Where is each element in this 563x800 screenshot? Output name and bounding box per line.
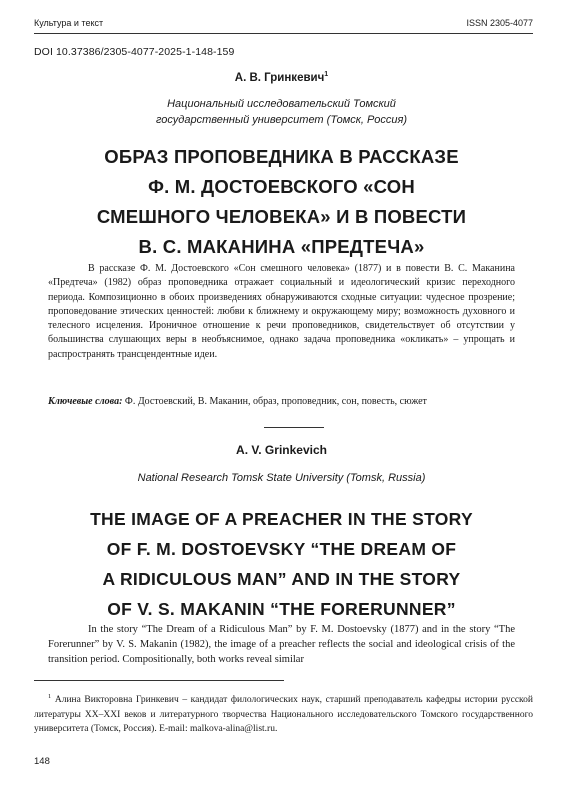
footnote — [34, 690, 533, 737]
author-ru-name: А. В. Гринкевич — [234, 71, 325, 84]
affiliation-ru-line: государственный университет (Томск, Россия) — [155, 114, 407, 126]
title-ru-line: Ф. М. ДОСТОЕВСКОГО «СОН — [148, 176, 415, 197]
affiliation-ru — [80, 96, 483, 128]
keywords-label: Ключевые слова: — [48, 396, 123, 407]
abstract-ru: В рассказе Ф. М. Достоевского «Сон смешного человека» (1877) и в повести В. С. Маканина «Предтеча» (1982) образ проповедника отражает социальный и идеологический кризис переходного периода. Композиционно в обоих произведениях обнаруживаются сходные ситуации: чудесное прозрение; проповедование этических ценностей: любви к ближнему и окружающему миру; возможность духовного и телесного исцеления. Ироничное отношение к речи проповедников, свидетельствует об отсутствии у большинства слушающих веры в необъяснимое, однако задача проповедника «окликать» – упрощать и распространять трансцендентные идеи. — [48, 263, 515, 360]
affiliation-ru-line: Национальный исследовательский Томский — [167, 98, 396, 110]
title-ru-line: В. С. МАКАНИНА «ПРЕДТЕЧА» — [138, 236, 425, 257]
title-en-line: THE IMAGE OF A PREACHER IN THE STORY — [90, 509, 473, 529]
author-ru — [0, 71, 563, 84]
footnote-divider — [34, 680, 284, 681]
doi: DOI 10.37386/2305-4077-2025-1-148-159 — [34, 46, 235, 58]
page-number: 148 — [34, 756, 50, 767]
abstract-en: In the story “The Dream of a Ridiculous Man” by F. M. Dostoevsky (1877) and in the story “The Forerunner” by V. S. Makanin (1982), the image of a preacher reflects the social and ideological crisis of the transition period. Compositionally, both works reveal similar — [48, 624, 515, 665]
header-divider — [34, 33, 533, 34]
author-footnote-marker: 1 — [324, 71, 329, 78]
title-en — [40, 504, 523, 624]
issn: ISSN 2305-4077 — [466, 18, 533, 28]
footnote-marker: 1 — [48, 693, 52, 700]
title-en-line: A RIDICULOUS MAN” AND IN THE STORY — [102, 569, 461, 589]
keywords-text: Ф. Достоевский, В. Маканин, образ, проповедник, сон, повесть, сюжет — [124, 396, 427, 407]
author-en: A. V. Grinkevich — [236, 443, 327, 457]
title-ru — [40, 142, 523, 262]
title-en-line: OF V. S. MAKANIN “THE FORERUNNER” — [107, 599, 456, 619]
title-ru-line: СМЕШНОГО ЧЕЛОВЕКА» И В ПОВЕСТИ — [96, 206, 467, 227]
affiliation-en: National Research Tomsk State University (Tomsk, Russia) — [137, 472, 426, 484]
keywords-ru — [48, 395, 515, 409]
section-divider — [264, 427, 324, 428]
running-head — [34, 18, 533, 28]
title-en-line: OF F. M. DOSTOEVSKY “THE DREAM OF — [106, 539, 457, 559]
title-ru-line: ОБРАЗ ПРОПОВЕДНИКА В РАССКАЗЕ — [104, 146, 459, 167]
footnote-text: Алина Викторовна Гринкевич – кандидат филологических наук, старший преподаватель кафедры истории русской литературы XX–XXI веков и литературного творчества Национального исследовательского Томского государственного университета (Томск, Россия). E-mail: malkova-alina@list.ru. — [34, 695, 533, 735]
journal-name: Культура и текст — [34, 18, 104, 28]
